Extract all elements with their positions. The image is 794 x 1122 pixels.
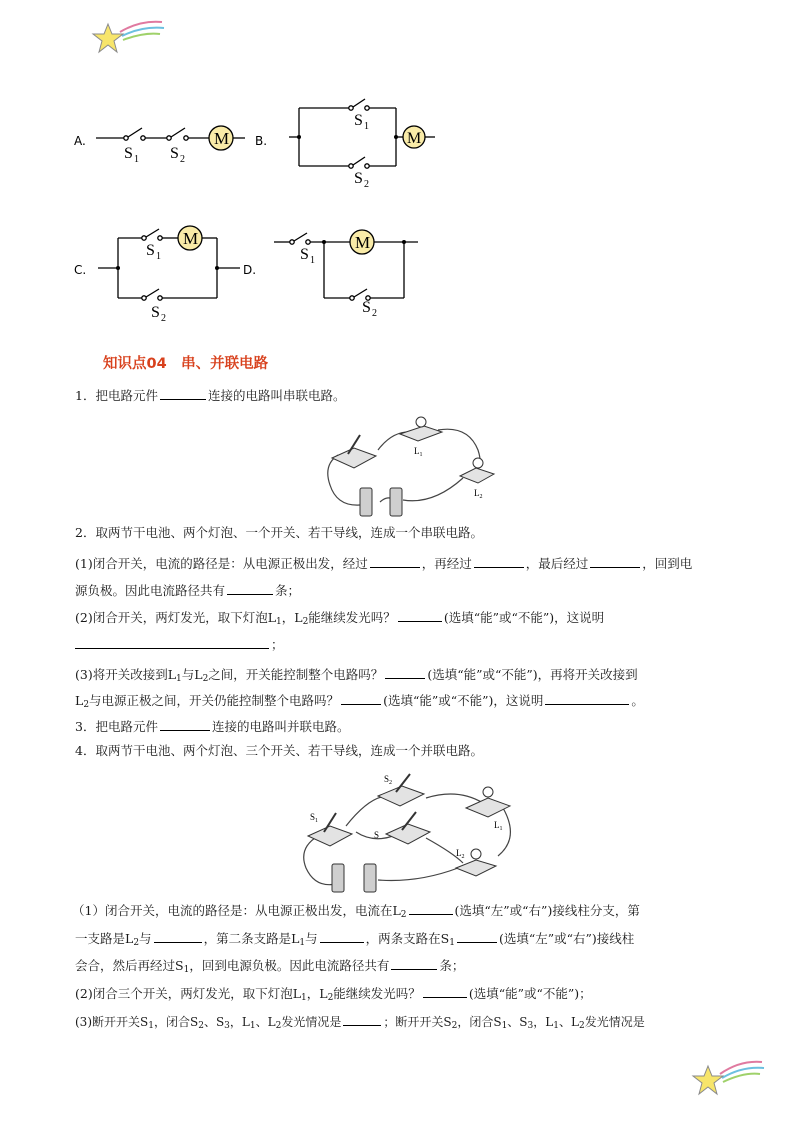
series-circuit-illustration	[318, 410, 498, 520]
answer-blank[interactable]	[385, 664, 425, 679]
answer-blank[interactable]	[154, 928, 202, 943]
question-2-part-2-line-1: (2)闭合开关，两灯发光，取下灯泡$L_1$，$L_2$能继续发光吗？ (选填“能”或“不能”)，这说明	[75, 607, 604, 627]
answer-blank[interactable]	[320, 928, 364, 943]
answer-blank[interactable]	[545, 690, 629, 705]
svg-text:1: 1	[364, 121, 369, 132]
answer-blank[interactable]	[391, 955, 437, 970]
answer-blank[interactable]	[160, 385, 206, 400]
lamp-l1-label: $L_1$	[414, 446, 423, 458]
question-4-part-1-line-2: 一支路是$L_2$与 ，第二条支路是$L_1$与 ，两条支路在$S_1$ (选填“左”或“右”)接线柱	[75, 928, 634, 948]
svg-text:2: 2	[180, 154, 185, 165]
circuit-diagram-b	[285, 95, 445, 190]
switch-s2-label: $S_2$	[384, 774, 393, 786]
parallel-circuit-illustration	[298, 768, 520, 894]
question-2-part-3-line-1: (3)将开关改接到$L_1$与$L_2$之间，开关能控制整个电路吗？ (选填“能”或“不能”)，再将开关改接到	[75, 664, 638, 684]
svg-text:S: S	[300, 246, 309, 263]
svg-text:S: S	[354, 170, 363, 187]
svg-text:M: M	[355, 233, 371, 252]
option-c-label: C.	[74, 263, 87, 277]
svg-text:S: S	[354, 112, 363, 129]
answer-blank[interactable]	[423, 983, 467, 998]
question-4-part-2: (2)闭合三个开关，两灯发光，取下灯泡$L_1$，$L_2$能继续发光吗？ (选填“能”或“不能”)；	[75, 983, 592, 1003]
answer-blank[interactable]	[590, 553, 640, 568]
switch-s2-label: S	[170, 145, 179, 162]
option-b-label: B.	[255, 134, 268, 148]
switch-s3-label: S	[374, 830, 380, 840]
answer-blank[interactable]	[474, 553, 524, 568]
question-3: 3．把电路元件 连接的电路叫并联电路。	[75, 716, 349, 736]
answer-blank[interactable]	[457, 928, 497, 943]
star-logo-bottom	[690, 1054, 770, 1099]
svg-text:S: S	[362, 299, 371, 316]
circuit-diagram-d	[270, 220, 430, 320]
answer-blank[interactable]	[160, 716, 210, 731]
switch-s1-label: S	[124, 145, 133, 162]
question-2-part-2-line-2: ；	[75, 634, 284, 654]
svg-text:1: 1	[156, 251, 161, 262]
answer-blank[interactable]	[398, 607, 442, 622]
question-2-part-1-line-1: (1)闭合开关，电流的路径是：从电源正极出发，经过 ，再经过 ，最后经过 ，回到电	[75, 553, 692, 573]
lamp-l2-label: $L_2$	[474, 488, 483, 500]
question-4-intro: 4．取两节干电池、两个灯泡、三个开关、若干导线，连成一个并联电路。	[75, 743, 483, 758]
question-2-part-3-line-2: $L_2$与电源正极之间，开关仍能控制整个电路吗？ (选填“能”或“不能”)，这说明 。	[75, 690, 644, 710]
option-a-label: A.	[74, 134, 86, 148]
lamp-l2-label: $L_2$	[456, 848, 465, 860]
svg-text:1: 1	[134, 154, 139, 165]
svg-text:M: M	[183, 229, 199, 248]
question-4-part-1-line-3: 会合，然后再经过$S_1$，回到电源负极。因此电流路径共有 条；	[75, 955, 464, 975]
question-1: 1．把电路元件 连接的电路叫串联电路。	[75, 385, 345, 405]
answer-blank[interactable]	[75, 634, 269, 649]
svg-text:2: 2	[364, 179, 369, 190]
question-2-part-1-line-2: 源负极。因此电流路径共有 条；	[75, 580, 300, 600]
answer-blank[interactable]	[409, 900, 453, 915]
section-heading: 知识点04 串、并联电路	[103, 356, 269, 372]
svg-text:S: S	[146, 242, 155, 259]
lamp-l1-label: $L_1$	[494, 820, 503, 832]
svg-text:1: 1	[310, 255, 315, 266]
circuit-diagram-a	[90, 115, 250, 170]
svg-text:M: M	[407, 130, 422, 147]
svg-text:2: 2	[372, 308, 377, 319]
star-logo-top	[90, 14, 170, 59]
circuit-diagram-c	[90, 220, 250, 325]
answer-blank[interactable]	[341, 690, 381, 705]
motor-label: M	[214, 129, 230, 148]
answer-blank[interactable]	[227, 580, 273, 595]
answer-blank[interactable]	[370, 553, 420, 568]
answer-blank[interactable]	[343, 1011, 381, 1026]
option-d-label: D.	[243, 263, 257, 277]
question-4-part-3: (3)断开开关$S_1$，闭合$S_2$、$S_3$，$L_1$、$L_2$发光情况是 ；断开开关$S_2$，闭合$S_1$、$S_3$，$L_1$、$L_2$发光情况是	[75, 1011, 645, 1031]
question-2-intro: 2．取两节干电池、两个灯泡、一个开关、若干导线，连成一个串联电路。	[75, 525, 483, 540]
svg-text:S: S	[151, 304, 160, 321]
switch-s1-label: $S_1$	[310, 812, 319, 824]
svg-text:2: 2	[161, 313, 166, 324]
question-4-part-1-line-1: （1）闭合开关，电流的路径是：从电源正极出发，电流在$L_2$ (选填“左”或“右”)接线柱分支，第	[72, 900, 640, 920]
